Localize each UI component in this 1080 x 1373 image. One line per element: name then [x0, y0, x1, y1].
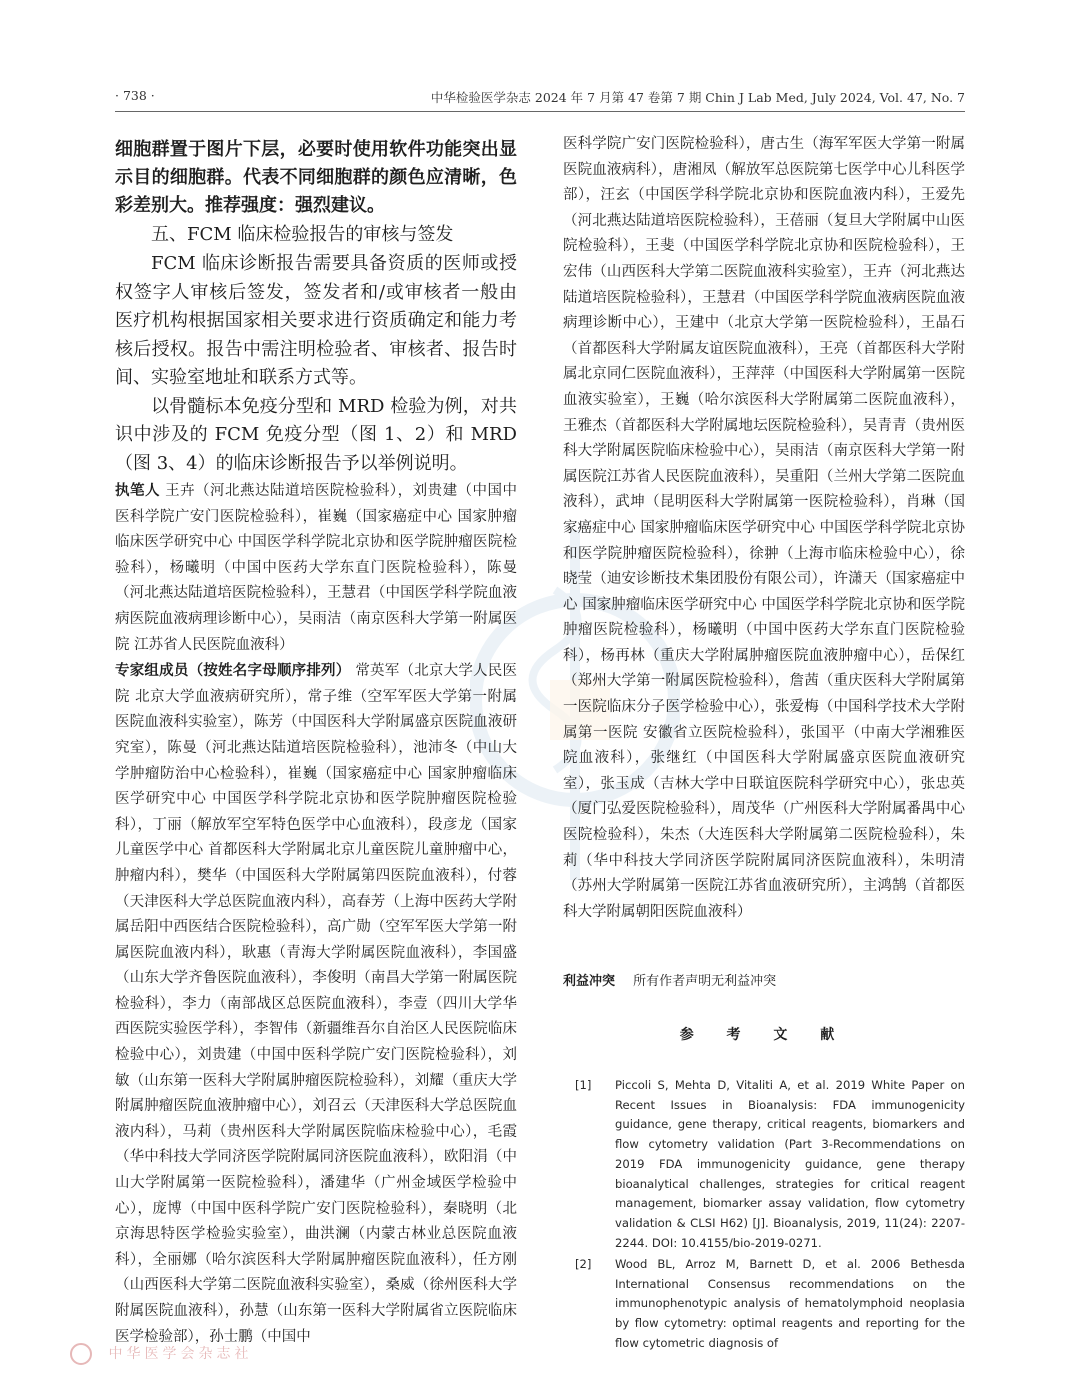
publisher-logo-icon	[70, 1343, 92, 1365]
left-column	[115, 136, 517, 1350]
publisher-footer	[70, 1343, 252, 1365]
section-heading: 五、FCM 临床检验报告的审核与签发	[151, 224, 454, 245]
experts-text: 常英军（北京大学人民医院 北京大学血液病研究所），常子维（空军军医大学第一附属医院血液科实验室），陈芳（中国医科大学附属盛京医院血液研究室），陈曼（河北燕达陆道培医院检验科），池沛冬（中山大学肿瘤防治中心检验科），崔巍（国家癌症中心 国家肿瘤临床医学研究中心 中国医学科学院北京协和医学院肿瘤医院检验科），丁丽（解放军空军特色医学中心血液科），段彦龙（国家儿童医学中心 首都医科大学附属北京儿童医院儿童肿瘤中心，肿瘤内科），樊华（中国医科大学附属第四医院血液科），付蓉（天津医科大学总医院血液内科），高春芳（上海中医药大学附属岳阳中西医结合医院检验科），高广勋（空军军医大学第一附属医院血液内科），耿惠（青海大学附属医院血液科），李国盛（山东大学齐鲁医院血液科），李俊明（南昌大学第一附属医院检验科），李力（南部战区总医院血液科），李壹（四川大学华西医院实验医学科），李智伟（新疆维吾尔自治区人民医院临床检验中心），刘贵建（中国中医科学院广安门医院检验科），刘敏（山东第一医科大学附属肿瘤医院检验科），刘耀（重庆大学附属肿瘤医院血液肿瘤中心），刘召云（天津医科大学总医院血液内科），马莉（贵州医科大学附属医院临床检验中心），毛霞（华中科技大学同济医学院附属同济医院血液科），欧阳涓（中山大学附属第一医院检验科），潘建华（广州金域医学检验中心），庞博（中国中医科学院广安门医院检验科），秦晓明（北京海思特医学检验实验室），曲洪澜（内蒙古林业总医院血液科），全丽娜（哈尔滨医科大学附属肿瘤医院血液科），任方刚（山西医科大学第二医院血液科实验室），桑威（徐州医科大学附属医院血液科），孙慧（山东第一医科大学附属省立医院临床医学检验部），孙士鹏（中国中	[115, 663, 518, 1345]
recommendation-emphasis: 细胞群置于图片下层，必要时使用软件功能突出显示目的细胞群。代表不同细胞群的颜色应清晰，色彩差别大。推荐强度：强烈建议。	[115, 139, 517, 216]
publisher-name: 中华医学会杂志社	[108, 1346, 253, 1362]
reference-number: [1]	[575, 1078, 592, 1092]
running-header	[115, 88, 965, 110]
reference-item	[575, 1255, 965, 1354]
paragraph: FCM 临床诊断报告需要具备资质的医师或授权签字人审核后签发，签发者和/或审核者一般由医疗机构根据国家相关要求进行资质确定和能力考核后授权。报告中需注明检验者、审核者、报告时间、实验室地址和联系方式等。	[115, 253, 517, 388]
header-rule	[115, 111, 965, 112]
reference-text: Wood BL, Arroz M, Barnett D, et al. 2006 Bethesda International Consensus recommendations on the immunophenotypic analysis of hematolymphoid neoplasia by flow cytometry: optimal reagents and reporting for the flow cytometric diagnosis of	[615, 1257, 965, 1350]
authors-text: 王卉（河北燕达陆道培医院检验科），刘贵建（中国中医科学院广安门医院检验科），崔巍（国家癌症中心 国家肿瘤临床医学研究中心 中国医学科学院北京协和医学院肿瘤医院检验科），杨曦明（中国中医药大学东直门医院检验科），陈曼（河北燕达陆道培医院检验科），王慧君（中国医学科学院血液病医院血液病理诊断中心），吴雨洁（南京医科大学第一附属医院 江苏省人民医院血液科）	[115, 483, 518, 653]
right-column	[563, 132, 965, 925]
references-title: 参 考 文 献	[679, 1027, 849, 1043]
reference-text: Piccoli S, Mehta D, Vitaliti A, et al. 2019 White Paper on Recent Issues in Bioanalysis: FDA immunogenicity guidance, gene therapy, critical reagents, biomarkers and flow cytometry validation (Part 3-Recommendations on 2019 FDA immunogenicity guidance, gene therapy bioanalytical challenges, strategies for critical reagent management, biomarker assay validation, flow cytometry validation & CLSI H62) [J]. Bioanalysis, 2019, 11(24): 2207-2244. DOI: 10.4155/bio-2019-0271.	[615, 1078, 965, 1250]
conflict-of-interest	[563, 970, 776, 989]
authors-label: 执笔人	[115, 482, 160, 499]
reference-item	[575, 1076, 965, 1253]
paragraph: 以骨髓标本免疫分型和 MRD 检验为例，对共识中涉及的 FCM 免疫分型（图 1、2）和 MRD（图 3、4）的临床诊断报告予以举例说明。	[115, 395, 517, 474]
experts-continued: 医科学院广安门医院检验科），唐古生（海军军医大学第一附属医院血液病科），唐湘凤（解放军总医院第七医学中心儿科医学部），汪玄（中国医学科学院北京协和医院血液内科），王爱先（河北燕达陆道培医院检验科），王蓓丽（复旦大学附属中山医院检验科），王斐（中国医学科学院北京协和医院检验科），王宏伟（山西医科大学第二医院血液科实验室），王卉（河北燕达陆道培医院检验科），王慧君（中国医学科学院血液病医院血液病理诊断中心），王建中（北京大学第一医院检验科），王晶石（首都医科大学附属友谊医院血液科），王亮（首都医科大学附属北京同仁医院血液科），王萍萍（中国医科大学附属第一医院血液实验室），王巍（哈尔滨医科大学附属第二医院血液科），王雅杰（首都医科大学附属地坛医院检验科），吴青青（贵州医科大学附属医院临床检验中心），吴雨洁（南京医科大学第一附属医院江苏省人民医院血液科），吴重阳（兰州大学第二医院血液科），武坤（昆明医科大学附属第一医院检验科），肖琳（国家癌症中心 国家肿瘤临床医学研究中心 中国医学科学院北京协和医学院肿瘤医院检验科），徐翀（上海市临床检验中心），徐晓莹（迪安诊断技术集团股份有限公司），许潇天（国家癌症中心 国家肿瘤临床医学研究中心 中国医学科学院北京协和医学院肿瘤医院检验科），杨曦明（中国中医药大学东直门医院检验科），杨再林（重庆大学附属肿瘤医院血液肿瘤中心），岳保红（郑州大学第一附属医院检验科），詹茜（重庆医科大学附属第一医院临床分子医学检验中心），张爱梅（中国科学技术大学附属第一医院 安徽省立医院检验科），张国平（中南大学湘雅医院血液科），张继红（中国医科大学附属盛京医院血液研究室），张玉成（吉林大学中日联谊医院科学研究中心），张忠英（厦门弘爱医院检验科），周茂华（广州医科大学附属番禺中心医院检验科），朱杰（大连医科大学附属第二医院检验科），朱莉（华中科技大学同济医学院附属同济医院血液科），朱明清（苏州大学附属第一医院江苏省血液研究所），主鸿鹄（首都医科大学附属朝阳医院血液科）	[563, 136, 965, 920]
experts-block	[115, 658, 517, 1350]
coi-label: 利益冲突	[563, 974, 616, 989]
experts-label: 专家组成员（按姓名字母顺序排列）	[115, 662, 351, 680]
authors-block	[115, 478, 517, 658]
page-number: · 738 ·	[115, 88, 155, 103]
journal-citation: 中华检验医学杂志 2024 年 7 月第 47 卷第 7 期 Chin J Lab Med, July 2024, Vol. 47, No. 7	[430, 90, 965, 105]
reference-number: [2]	[575, 1257, 592, 1271]
coi-text: 所有作者声明无利益冲突	[633, 974, 777, 989]
